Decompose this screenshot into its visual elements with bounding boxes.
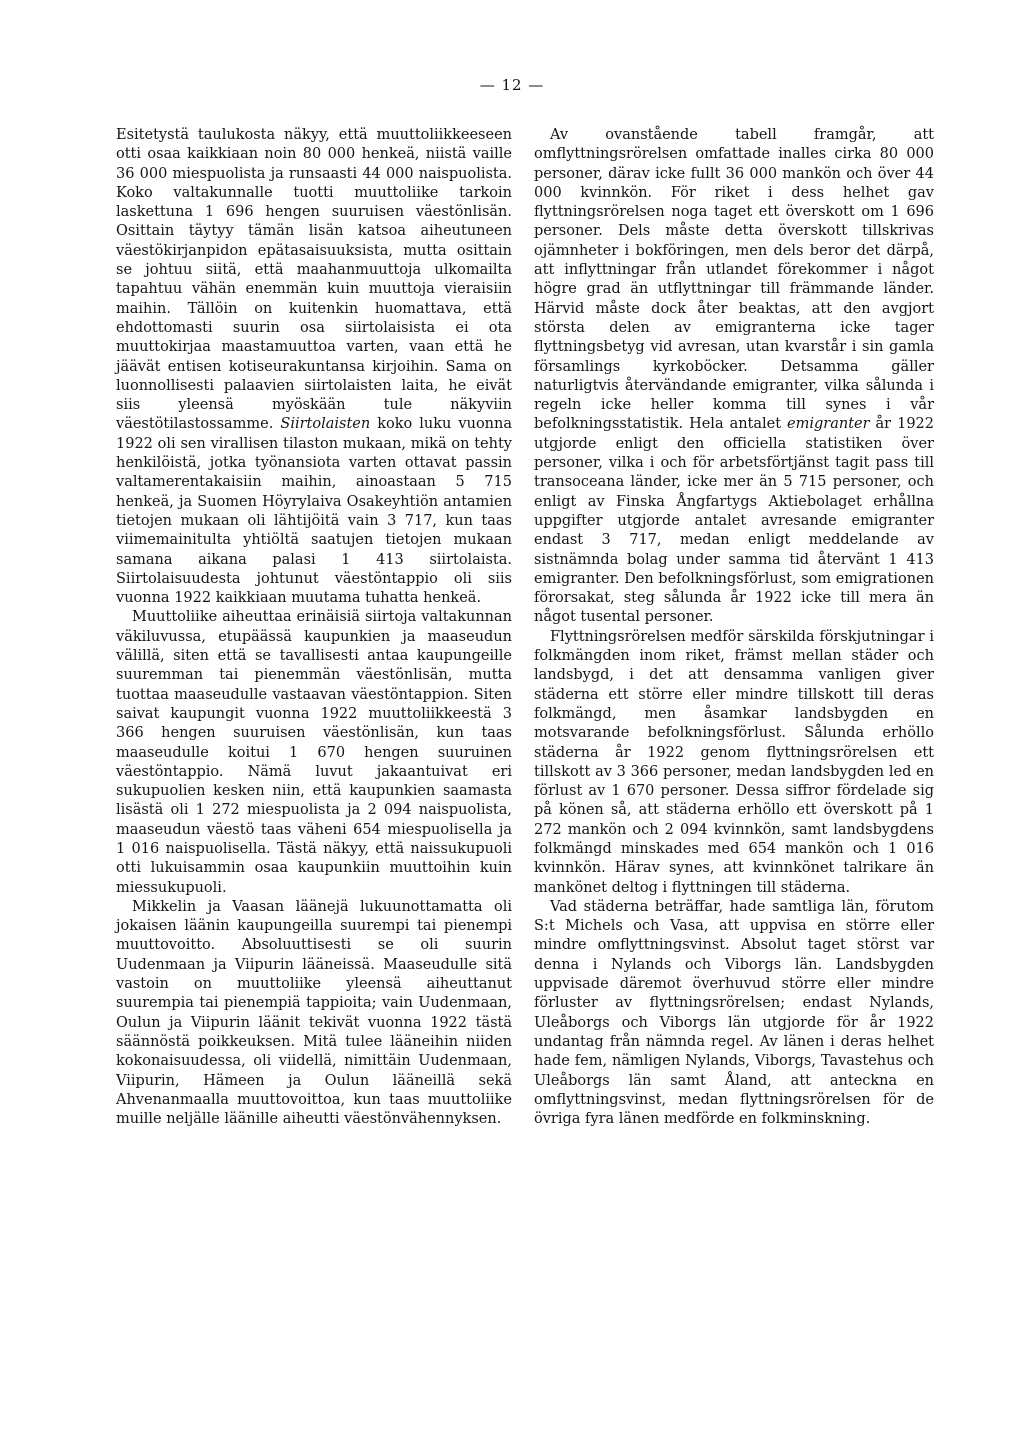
swedish-paragraph: Flyttningsrörelsen medför särskilda förskjutningar i folkmängden inom riket, främst mellan städer och landsbygd, i det att densamma vanligen giver städerna ett större eller mindre tillskott till deras folkmängd, men åsamkar landsbygden en motsvarande befolkningsförlust. Sålunda erhöllo städerna år 1922 genom flyttningsrörelsen ett tillskott av 3 366 personer, medan landsbygden led en förlust av 1 670 personer. Dessa siffror fördelade sig på könen så, att städerna erhöllo ett överskott på 1 272 mankön och 2 094 kvinnkön, samt landsbygdens folkmängd minskades med 654 mankön och 1 016 kvinnkön. Härav synes, att kvinnkönet talrikare än mankönet deltog i flyttningen till städerna. <box>534 628 934 896</box>
swedish-text-column <box>534 126 934 1129</box>
finnish-text-column <box>116 126 512 1129</box>
emphasized-word: emigranter <box>787 416 870 433</box>
finnish-paragraph: Mikkelin ja Vaasan läänejä lukuunottamatta oli jokaisen läänin kaupungeilla suurempi tai pienempi muuttovoitto. Absoluuttisesti se oli suurin Uudenmaan ja Viipurin lääneissä. Maaseudulle sitä vastoin on muuttoliike yleensä aiheuttanut suurempia tai pienempiä tappioita; vain Uudenmaan, Oulun ja Viipurin läänit tekivät vuonna 1922 tästä säännöstä poikkeuksen. Mitä tulee lääneihin niiden kokonaisuudessa, oli viidellä, nimittäin Uudenmaan, Viipurin, Hämeen ja Oulun lääneillä sekä Ahvenanmaalla muuttovoittoa, kun taas muuttoliike muille neljälle läänille aiheutti väestönvähennyksen. <box>116 898 512 1128</box>
finnish-paragraph: Muuttoliike aiheuttaa erinäisiä siirtoja valtakunnan väkiluvussa, etupäässä kaupunkien ja maaseudun välillä, siten että se tavallisesti antaa kaupungeille suuremman tai pienemmän väestönlisän, mutta tuottaa maaseudulle vastaavan väestöntappion. Siten saivat kaupungit vuonna 1922 muuttoliikkeestä 3 366 hengen suuruisen väestönlisän, kun taas maaseudulle koitui 1 670 hengen suuruinen väestöntappio. Nämä luvut jakaantuivat eri sukupuolien kesken niin, että kaupunkien saamasta lisästä oli 1 272 miespuolista ja 2 094 naispuolista, maaseudun väestö taas väheni 654 miespuolisella ja 1 016 naispuolisella. Tästä näkyy, että naissukupuoli otti lukuisammin osaa kaupunkiin muuttoihin kuin miessukupuoli. <box>116 609 512 896</box>
page-number: — 12 — <box>479 76 545 94</box>
swedish-paragraph: Av ovanstående tabell framgår, att omflyttningsrörelsen omfattade inalles cirka 80 000 personer, därav icke fullt 36 000 mankön och över 44 000 kvinnkön. För riket i dess helhet gav flyttningsrörelsen noga taget ett överskott om 1 696 personer. Dels måste detta överskott tillskrivas ojämnheter i bokföringen, men dels beror det därpå, att inflyttningar från utlandet förekommer i något högre grad än utflyttningar till främmande länder. Härvid måste dock åter beaktas, att den avgjort största delen av emigranterna icke tager flyttningsbetyg vid avresan, utan kvarstår i sin gamla församlings kyrkoböcker. Detsamma gäller naturligtvis återvändande emigranter, vilka sålunda i regeln icke heller komma till synes i vår befolkningsstatistik. Hela antalet emigranter år 1922 utgjorde enligt den officiella statistiken över personer, vilka i och för arbetsförtjänst tagit pass till transoceana länder, icke mer än 5 715 personer, och enligt av Finska Ångfartygs Aktiebolaget erhållna uppgifter utgjorde antalet avresande emigranter endast 3 717, medan enligt meddelande av sistnämnda bolag under samma tid återvänt 1 413 emigranter. Den befolkningsförlust, som emigrationen förorsakat, steg sålunda år 1922 icke till mera än något tusental personer. <box>534 127 935 626</box>
emphasized-word: Siirtolaisten <box>280 416 371 433</box>
swedish-paragraph: Vad städerna beträffar, hade samtliga län, förutom S:t Michels och Vasa, att uppvisa en större eller mindre omflyttningsvinst. Absolut taget störst var denna i Nylands och Viborgs län. Landsbygden uppvisade däremot överhuvud större eller mindre förluster av flyttningsrörelsen; endast Nylands, Uleåborgs och Viborgs län utgjorde för år 1922 undantag från nämnda regel. Av länen i deras helhet hade fem, nämligen Nylands, Viborgs, Tavastehus och Uleåborgs län samt Åland, att anteckna en omflyttningsvinst, medan flyttningsrörelsen för de övriga fyra länen medförde en folkminskning. <box>534 898 934 1128</box>
finnish-paragraph: Esitetystä taulukosta näkyy, että muuttoliikkeeseen otti osaa kaikkiaan noin 80 000 henkeä, niistä vaille 36 000 miespuolista ja runsaasti 44 000 naispuolista. Koko valtakunnalle tuotti muuttoliike tarkoin laskettuna 1 696 hengen suuruisen väestönlisän. Osittain täytyy tämän lisän katsoa aiheutuneen väestökirjanpidon epätasaisuuksista, mutta osittain se johtuu siitä, että maahanmuuttoja ulkomailta tapahtuu vähän enemmän kuin muuttoja vieraisiin maihin. Tällöin on kuitenkin huomattava, että ehdottomasti suurin osa siirtolaisista ei ota muuttokirjaa maastamuuttoa varten, vaan että he jäävät entisen kotiseurakuntansa kirjoihin. Sama on luonnollisesti palaavien siirtolaisten laita, he eivät siis yleensä myöskään tule näkyviin väestötilastossamme. Siirtolaisten koko luku vuonna 1922 oli sen virallisen tilaston mukaan, mikä on tehty henkilöistä, jotka työnansiota varten ottavat passin valtamerentakaisiin maihin, ainoastaan 5 715 henkeä, ja Suomen Höyrylaiva Osakeyhtiön antamien tietojen mukaan oli lähtijöitä vain 3 717, kun taas viimemainitulta yhtiöltä saatujen tietojen mukaan samana aikana palasi 1 413 siirtolaista. Siirtolaisuudesta johtunut väestöntappio oli siis vuonna 1922 kaikkiaan muutama tuhatta henkeä. <box>116 127 512 607</box>
